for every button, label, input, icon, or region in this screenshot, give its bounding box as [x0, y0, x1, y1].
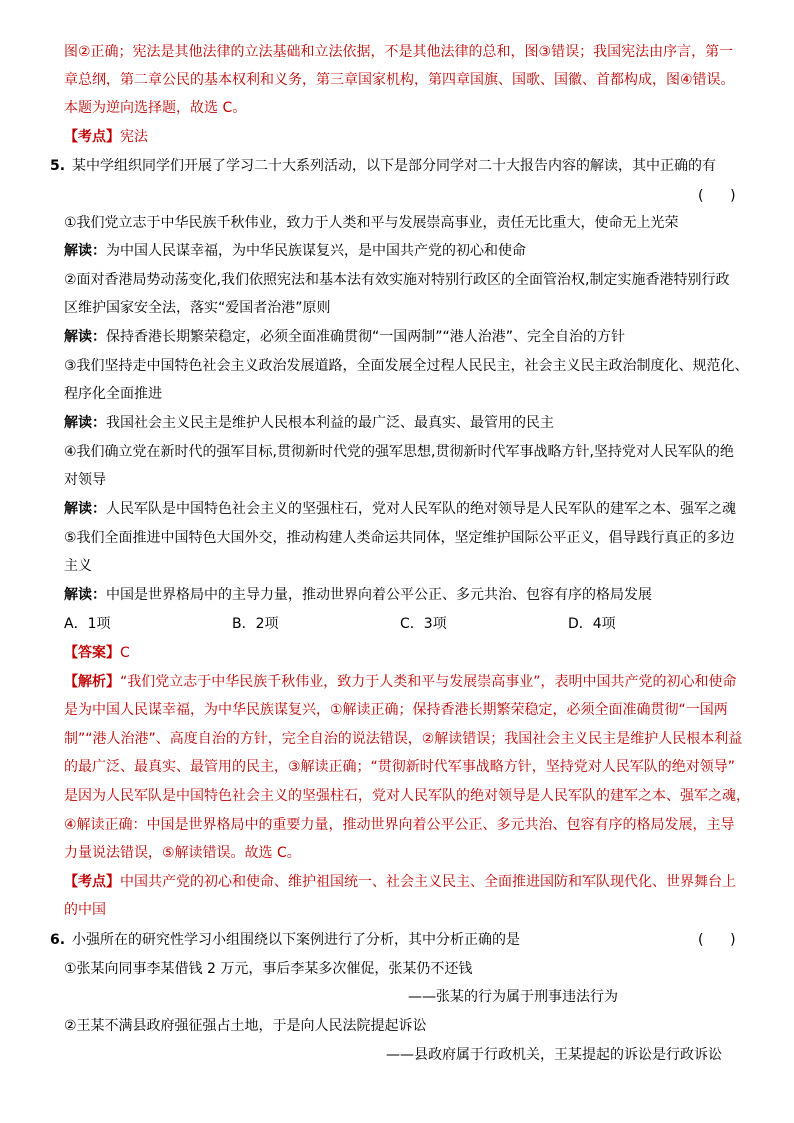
q5-item-4-reading: 解读：人民军队是中国特色社会主义的坚强柱石，党对人民军队的绝对领导是人民军队的建军之本、强军之魂 [64, 501, 736, 517]
question-5-number: 5. [50, 158, 66, 174]
q5-item-2-line-2: 区维护国家安全法，落实“爱国者治港”原则 [64, 300, 331, 316]
analysis-label: 【解析】 [64, 674, 120, 690]
question-6-number: 6. [50, 932, 66, 948]
q5-analysis-line-2: 是为中国人民谋幸福，为中华民族谋复兴，①解读正确；保持香港长期繁荣稳定，必须全面准确贯彻“一国两 [64, 702, 728, 718]
q5-item-3-line-1: ③我们坚持走中国特色社会主义政治发展道路，全面发展全过程人民民主，社会主义民主政治制度化、规范化、 [64, 358, 749, 374]
answer-label: 【答案】 [64, 645, 120, 661]
prev-analysis-line-1: 图②正确；宪法是其他法律的立法基础和立法依据，不是其他法律的总和，图③错误；我国宪法由序言，第一 [64, 44, 734, 60]
q5-item-1-line-1: ①我们党立志于中华民族千秋伟业，致力于人类和平与发展崇高事业，责任无比重大，使命无上光荣 [64, 215, 679, 231]
q5-option-b: B．2项 [232, 616, 279, 632]
q5-analysis-line-3: 制”“港人治港”、高度自治的方针，完全自治的说法错误，②解读错误；我国社会主义民主是维护人民根本利益 [64, 731, 743, 747]
q5-analysis-line-5: 是因为人民军队是中国特色社会主义的坚强柱石，党对人民军队的绝对领导是人民军队的建军之本、强军之魂， [64, 788, 750, 804]
q5-analysis-line-4: 的最广泛、最真实、最管用的民主，③解读正确；“贯彻新时代军事战略方针，坚持党对人民军队的绝对领导” [64, 759, 736, 775]
question-5-stem: 某中学组织同学们开展了学习二十大系列活动，以下是部分同学对二十大报告内容的解读，其中正确的有 [72, 158, 716, 174]
q5-analysis-line-1: 【解析】“我们党立志于中华民族千秋伟业，致力于人类和平与发展崇高事业”，表明中国共产党的初心和使命 [64, 674, 737, 690]
q5-item-1-reading: 解读：为中国人民谋幸福，为中华民族谋复兴，是中国共产党的初心和使命 [64, 243, 526, 259]
q5-item-3-reading: 解读：我国社会主义民主是维护人民根本利益的最广泛、最真实、最管用的民主 [64, 415, 554, 431]
question-6-stem: 小强所在的研究性学习小组围绕以下案例进行了分析，其中分析正确的是 [72, 932, 520, 948]
answer-value: C [120, 645, 130, 661]
q5-option-d: D．4项 [568, 616, 616, 632]
q6-case-1: ①张某向同事李某借钱 2 万元，事后李某多次催促，张某仍不还钱 [64, 961, 473, 977]
q5-item-4-line-1: ④我们确立党在新时代的强军目标,贯彻新时代党的强军思想,贯彻新时代军事战略方针,坚持党对人民军队的绝 [64, 444, 734, 460]
question-5-answer-blank: ( ) [698, 188, 736, 204]
q5-option-c: C．3项 [400, 616, 447, 632]
q5-kaodian-line-1: 【考点】中国共产党的初心和使命、维护祖国统一、社会主义民主、全面推进国防和军队现代化、世界舞台上 [64, 874, 736, 890]
q5-analysis-line-6: ④解读正确：中国是世界格局中的重要力量，推动世界向着公平公正、多元共治、包容有序的格局发展，主导 [64, 817, 735, 833]
q5-kaodian-line-2: 的中国 [64, 902, 106, 918]
q5-answer [64, 643, 130, 663]
prev-analysis-line-3: 本题为逆向选择题，故选 C。 [64, 100, 247, 116]
q5-item-4-line-2: 对领导 [64, 472, 106, 488]
q5-option-a: A．1项 [64, 616, 111, 632]
q5-item-5-reading: 解读：中国是世界格局中的主导力量，推动世界向着公平公正、多元共治、包容有序的格局发展 [64, 587, 652, 603]
q5-item-3-line-2: 程序化全面推进 [64, 386, 162, 402]
q5-item-5-line-1: ⑤我们全面推进中国特色大国外交，推动构建人类命运共同体，坚定维护国际公平正义，倡导践行真正的多边 [64, 530, 735, 546]
question-6-answer-blank: ( ) [698, 932, 736, 948]
kaodian-label: 【考点】 [64, 874, 120, 890]
q6-case-2-note: ——县政府属于行政机关，王某提起的诉讼是行政诉讼 [386, 1047, 722, 1063]
q5-item-2-reading: 解读：保持香港长期繁荣稳定，必须全面准确贯彻“一国两制”“港人治港”、完全自治的方针 [64, 329, 626, 345]
kaodian-text: 宪法 [120, 129, 148, 145]
prev-analysis-line-2: 章总纲，第二章公民的基本权利和义务，第三章国家机构，第四章国旗、国歌、国徽、首都构成，图④错误。 [64, 72, 735, 88]
q6-case-2: ②王某不满县政府强征强占土地，于是向人民法院提起诉讼 [64, 1018, 427, 1034]
q5-analysis-line-7: 力量说法错误，⑤解读错误。故选 C。 [64, 845, 301, 861]
kaodian-label: 【考点】 [64, 129, 120, 145]
q5-item-5-line-2: 主义 [64, 558, 92, 574]
q6-case-1-note: ——张某的行为属于刑事违法行为 [408, 989, 618, 1005]
q5-item-2-line-1: ②面对香港局势动荡变化,我们依照宪法和基本法有效实施对特别行政区的全面管治权,制定实施香港特别行政 [64, 272, 730, 288]
prev-kaodian [64, 127, 148, 147]
